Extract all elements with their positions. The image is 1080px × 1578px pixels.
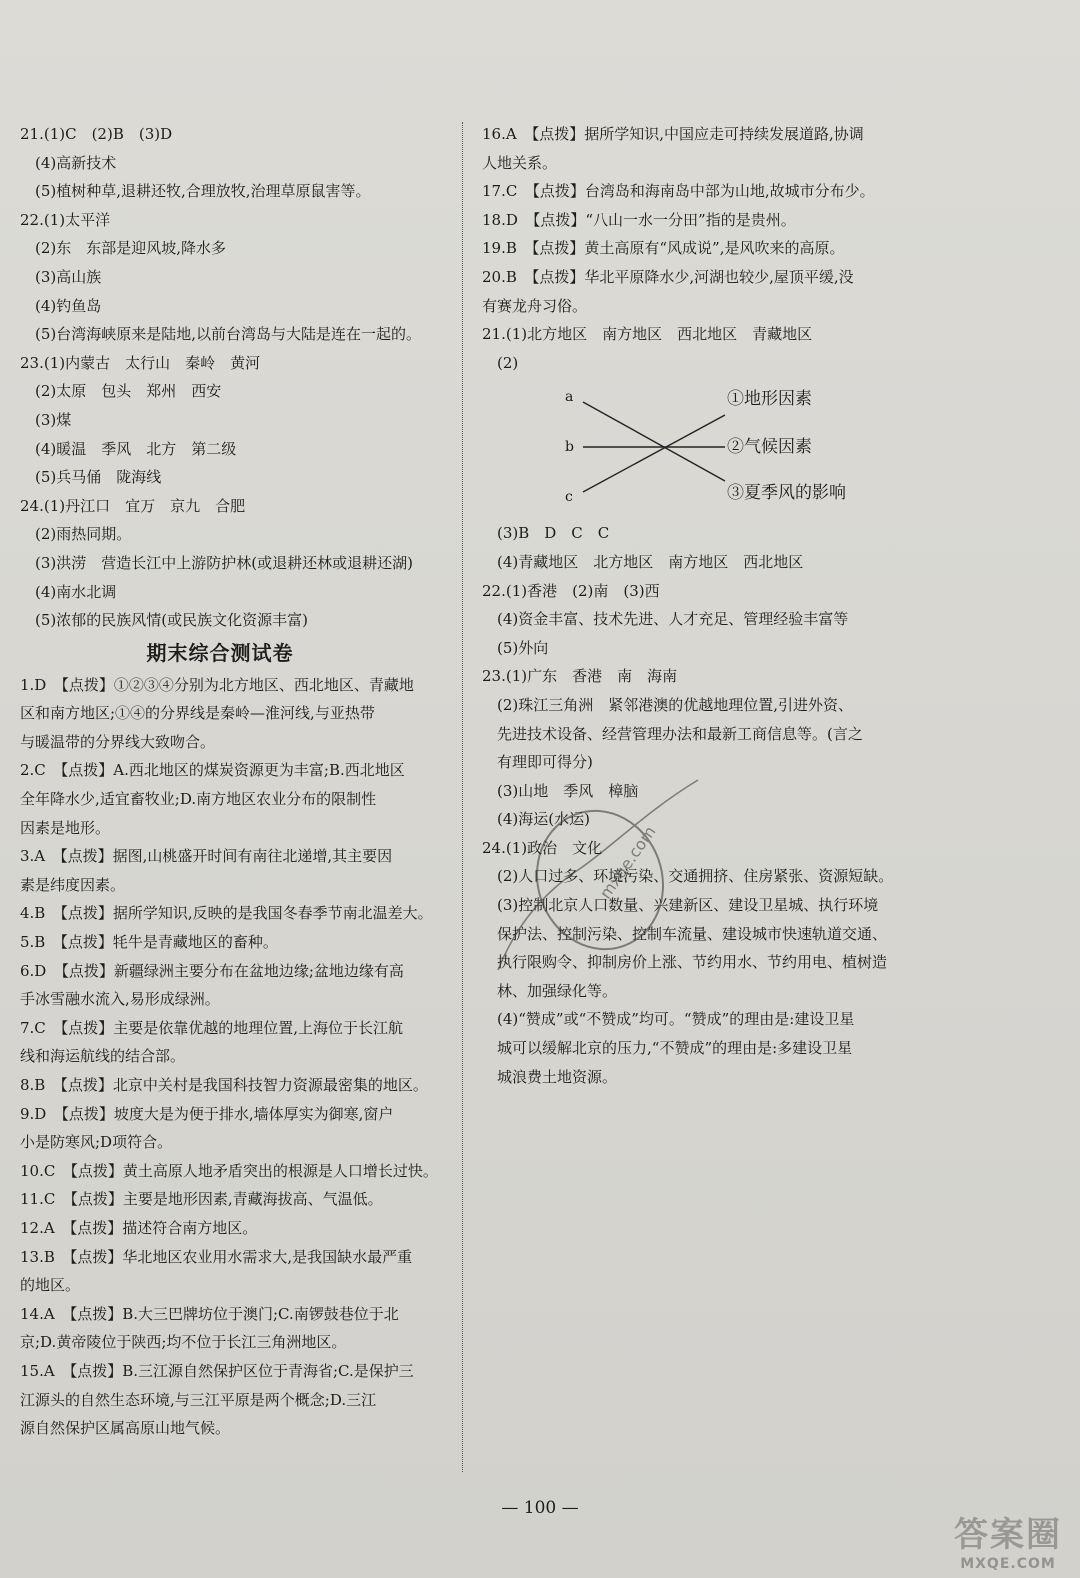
answer-line: (5)台湾海峡原来是陆地,以前台湾岛与大陆是连在一起的。 — [35, 325, 422, 344]
answer-line: 24.(1)政治 文化 — [482, 838, 603, 857]
answer-line: 20.B 【点拨】华北平原降水少,河湖也较少,屋顶平缓,没 — [482, 267, 854, 286]
answer-list-part-3 — [482, 120, 912, 377]
answer-line: (2)东 东部是迎风坡,降水多 — [35, 239, 227, 258]
answer-line: 全年降水少,适宜畜牧业;D.南方地区农业分布的限制性 — [20, 790, 377, 809]
diagram-label-a: a — [565, 389, 574, 406]
answer-line: 23.(1)内蒙古 太行山 秦岭 黄河 — [20, 353, 261, 372]
answer-line: 8.B 【点拨】北京中关村是我国科技智力资源最密集的地区。 — [20, 1076, 428, 1094]
answer-line: 10.C 【点拨】黄土高原人地矛盾突出的根源是人口增长过快。 — [20, 1161, 438, 1180]
diagram-label-c: c — [565, 489, 573, 506]
answer-line: 19.B 【点拨】黄土高原有“风成说”,是风吹来的高原。 — [482, 239, 845, 258]
answer-line: (2)人口过多、环境污染、交通拥挤、住房紧张、资源短缺。 — [497, 867, 894, 886]
answer-line: 保护法、控制污染、控制车流量、建设城市快速轨道交通、 — [497, 924, 888, 943]
answer-line: 14.A 【点拨】B.大三巴牌坊位于澳门;C.南锣鼓巷位于北 — [20, 1304, 399, 1323]
answer-line: 林、加强绿化等。 — [497, 981, 618, 1000]
answer-line: (3)山地 季风 樟脑 — [497, 781, 639, 800]
diagram-factor-1: ①地形因素 — [727, 389, 812, 410]
answer-line: 17.C 【点拨】台湾岛和海南岛中部为山地,故城市分布少。 — [482, 182, 875, 201]
answer-line: 小是防寒风;D项符合。 — [20, 1133, 173, 1152]
answer-line: 区和南方地区;①④的分界线是秦岭—淮河线,与亚热带 — [20, 704, 375, 723]
answer-line: 有赛龙舟习俗。 — [482, 296, 588, 315]
answer-line: 21.(1)北方地区 南方地区 西北地区 青藏地区 — [482, 325, 813, 344]
answer-line: 先进技术设备、经营管理办法和最新工商信息等。(言之 — [497, 724, 863, 743]
answer-line: (4)钓鱼岛 — [35, 296, 102, 315]
answer-list-part-2 — [20, 671, 450, 1443]
answer-line: (2)雨热同期。 — [35, 525, 132, 544]
answer-line: 1.D 【点拨】①②③④分别为北方地区、西北地区、青藏地 — [20, 675, 414, 694]
diagram-factor-2: ②气候因素 — [727, 437, 812, 458]
answer-line: 源自然保护区属高原山地气候。 — [20, 1419, 231, 1438]
page-number: — 100 — — [501, 1498, 579, 1518]
diagram-factor-3: ③夏季风的影响 — [727, 483, 846, 504]
answer-list-part-1 — [20, 120, 450, 635]
answer-line: 江源头的自然生态环境,与三江平原是两个概念;D.三江 — [20, 1390, 377, 1409]
answer-line: (3)高山族 — [35, 267, 102, 286]
diagram-label-b: b — [565, 439, 574, 456]
answer-line: 13.B 【点拨】华北地区农业用水需求大,是我国缺水最严重 — [20, 1247, 413, 1266]
section-title: 期末综合测试卷 — [146, 640, 294, 665]
answer-line: (2)太原 包头 郑州 西安 — [35, 382, 222, 401]
answer-line: 11.C 【点拨】主要是地形因素,青藏海拔高、气温低。 — [20, 1190, 383, 1209]
answer-line: (2)珠江三角洲 紧邻港澳的优越地理位置,引进外资、 — [497, 695, 854, 714]
answer-line: 4.B 【点拨】据所学知识,反映的是我国冬春季节南北温差大。 — [20, 904, 433, 923]
answer-line: (3)洪涝 营造长江中上游防护林(或退耕还林或退耕还湖) — [35, 553, 413, 572]
answer-line: 与暖温带的分界线大致吻合。 — [20, 732, 216, 751]
answer-line: (4)“赞成”或“不赞成”均可。“赞成”的理由是:建设卫星 — [497, 1010, 855, 1029]
answer-line: 2.C 【点拨】A.西北地区的煤炭资源更为丰富;B.西北地区 — [20, 761, 405, 780]
answer-line: 7.C 【点拨】主要是依靠优越的地理位置,上海位于长江航 — [20, 1018, 404, 1037]
svg-text:mxqe.com: mxqe.com — [595, 822, 660, 903]
answer-line: 9.D 【点拨】坡度大是为便于排水,墙体厚实为御寒,窗户 — [20, 1104, 394, 1123]
matching-diagram — [497, 377, 912, 519]
answer-line: 24.(1)丹江口 宜万 京九 合肥 — [20, 496, 246, 515]
answer-line: 城可以缓解北京的压力,“不赞成”的理由是:多建设卫星 — [497, 1039, 853, 1058]
answer-line: (4)高新技术 — [35, 153, 117, 172]
answer-line: 有理即可得分) — [497, 753, 593, 772]
answer-line: 执行限购令、抑制房价上涨、节约用水、节约用电、植树造 — [497, 953, 888, 972]
match-line-a — [583, 402, 725, 481]
answer-line: 线和海运航线的结合部。 — [20, 1047, 186, 1066]
answer-line: (5)兵马俑 陇海线 — [35, 468, 162, 487]
answer-line: 人地关系。 — [482, 153, 558, 172]
answer-line: 城浪费土地资源。 — [497, 1067, 618, 1086]
answer-line: 6.D 【点拨】新疆绿洲主要分布在盆地边缘;盆地边缘有高 — [20, 961, 404, 980]
answer-line: (4)资金丰富、技术先进、人才充足、管理经验丰富等 — [497, 610, 849, 629]
answer-line: (3)控制北京人口数量、兴建新区、建设卫星城、执行环境 — [497, 896, 879, 915]
answer-line: 23.(1)广东 香港 南 海南 — [482, 667, 678, 686]
answer-line: 的地区。 — [20, 1276, 81, 1295]
answer-line: 15.A 【点拨】B.三江源自然保护区位于青海省;C.是保护三 — [20, 1361, 414, 1380]
column-divider — [462, 122, 463, 1472]
answer-line: (5)外向 — [497, 638, 549, 657]
answer-line: (3)煤 — [35, 410, 72, 429]
answer-line: 京;D.黄帝陵位于陕西;均不位于长江三角洲地区。 — [20, 1333, 347, 1352]
watermark-url: MXQE.COM — [960, 1556, 1056, 1572]
answer-line: 12.A 【点拨】描述符合南方地区。 — [20, 1218, 258, 1237]
answer-line: (4)青藏地区 北方地区 南方地区 西北地区 — [497, 552, 804, 571]
answer-line: (4)海运(水运) — [497, 810, 590, 829]
site-watermark — [954, 1507, 1062, 1572]
answer-line: (5)植树种草,退耕还牧,合理放牧,治理草原鼠害等。 — [35, 182, 371, 201]
answer-line: (2) — [497, 353, 519, 372]
answer-line: 21.(1)C (2)B (3)D — [20, 125, 173, 143]
answer-line: 3.A 【点拨】据图,山桃盛开时间有南往北递增,其主要因 — [20, 847, 393, 866]
left-column — [20, 120, 450, 1443]
answer-line: 因素是地形。 — [20, 818, 111, 837]
answer-line: 5.B 【点拨】牦牛是青藏地区的畜种。 — [20, 933, 278, 952]
match-line-c — [583, 415, 725, 492]
handwritten-stamp — [478, 770, 718, 990]
answer-line: (4)暖温 季风 北方 第二级 — [35, 439, 237, 458]
answer-line: (4)南水北调 — [35, 582, 117, 601]
answer-line: 手冰雪融水流入,易形成绿洲。 — [20, 990, 220, 1009]
answer-line: 16.A 【点拨】据所学知识,中国应走可持续发展道路,协调 — [482, 125, 864, 143]
answer-line: (5)浓郁的民族风情(或民族文化资源丰富) — [35, 611, 308, 630]
answer-line: (3)B D C C — [497, 524, 610, 543]
answer-line: 素是纬度因素。 — [20, 875, 126, 894]
answer-line: 22.(1)太平洋 — [20, 210, 111, 229]
watermark-logo-text: 答案圈 — [954, 1515, 1062, 1555]
answer-line: 18.D 【点拨】“八山一水一分田”指的是贵州。 — [482, 210, 796, 229]
answer-line: 22.(1)香港 (2)南 (3)西 — [482, 581, 660, 600]
